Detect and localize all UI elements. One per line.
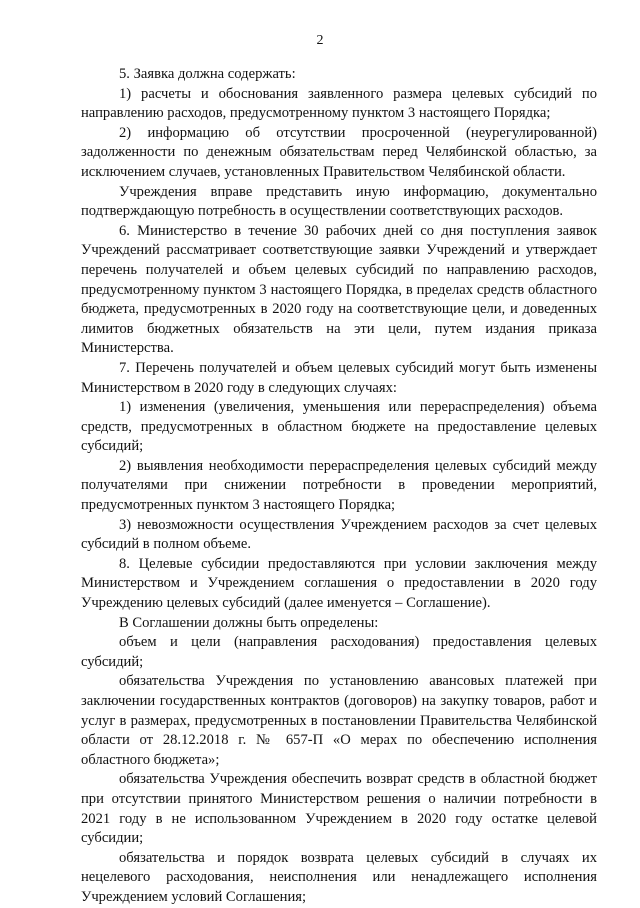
paragraph-5-item-2: 2) информацию об отсутствии просроченной (неурегулированной) задолженности по денежным обязательствам перед Челябинской областью, за исключением случаев, установленных Правительством Челябинской области. <box>81 124 597 180</box>
paragraph-6: 6. Министерство в течение 30 рабочих дней со дня поступления заявок Учреждений рассматривает соответствующие заявки Учреждений и утверждает перечень получателей и объем целевых субсидий по направлению расходов, предусмотренному пунктом 3 настоящего Порядка, в пределах средств областного бюджета, предусмотренных в 2020 году на соответствующие цели, и доведенных лимитов бюджетных обязательств на эти цели, путем издания приказа Министерства. <box>81 222 597 357</box>
paragraph-7-item-1: 1) изменения (увеличения, уменьшения или перераспределения) объема средств, предусмотренных в областном бюджете на предоставление целевых субсидий; <box>81 399 597 455</box>
paragraph-7-item-2: 2) выявления необходимости перераспределения целевых субсидий между получателями при снижении потребности в проведении мероприятий, предусмотренных пунктом 3 настоящего Порядка; <box>81 457 597 514</box>
paragraph-8: 8. Целевые субсидии предоставляются при условии заключения между Министерством и Учреждением соглашения о предоставлении в 2020 году Учреждению целевых субсидий (далее именуется – Соглашение). <box>81 555 597 612</box>
paragraph-7-item-3: 3) невозможности осуществления Учреждением расходов за счет целевых субсидий в полном объеме. <box>81 516 597 553</box>
paragraph-5-heading: 5. Заявка должна содержать: <box>119 66 296 82</box>
paragraph-5-additional-info: Учреждения вправе представить иную информацию, документально подтверждающую потребность в осуществлении соответствующих расходов. <box>81 183 597 220</box>
agreement-term-3: обязательства Учреждения обеспечить возврат средств в областной бюджет при отсутствии принятого Министерством решения о наличии потребности в 2021 году в не использованном Учреждением в 2020 году остатке целевой субсидии; <box>81 771 597 847</box>
paragraph-7-heading: 7. Перечень получателей и объем целевых субсидий могут быть изменены Министерством в 2020 году в следующих случаях: <box>81 359 597 396</box>
paragraph-5-item-1: 1) расчеты и обоснования заявленного размера целевых субсидий по направлению расходов, предусмотренному пунктом 3 настоящего Порядка; <box>81 85 597 122</box>
agreement-term-2: обязательства Учреждения по установлению авансовых платежей при заключении государственных контрактов (договоров) на закупку товаров, работ и услуг в размерах, предусмотренных в постановлении Правительства Челябинской области от 28.12.2018 г. № 657-П «О мерах по обеспечению исполнения областного бюджета»; <box>81 673 597 768</box>
agreement-term-1: объем и цели (направления расходования) предоставления целевых субсидий; <box>81 634 597 670</box>
document-body <box>81 65 597 908</box>
page-number: 2 <box>316 33 324 48</box>
agreement-terms-heading: В Соглашении должны быть определены: <box>119 614 379 631</box>
agreement-term-4: обязательства и порядок возврата целевых субсидий в случаях их нецелевого расходования, неисполнения или ненадлежащего исполнения Учреждением условий Соглашения; <box>81 849 597 905</box>
